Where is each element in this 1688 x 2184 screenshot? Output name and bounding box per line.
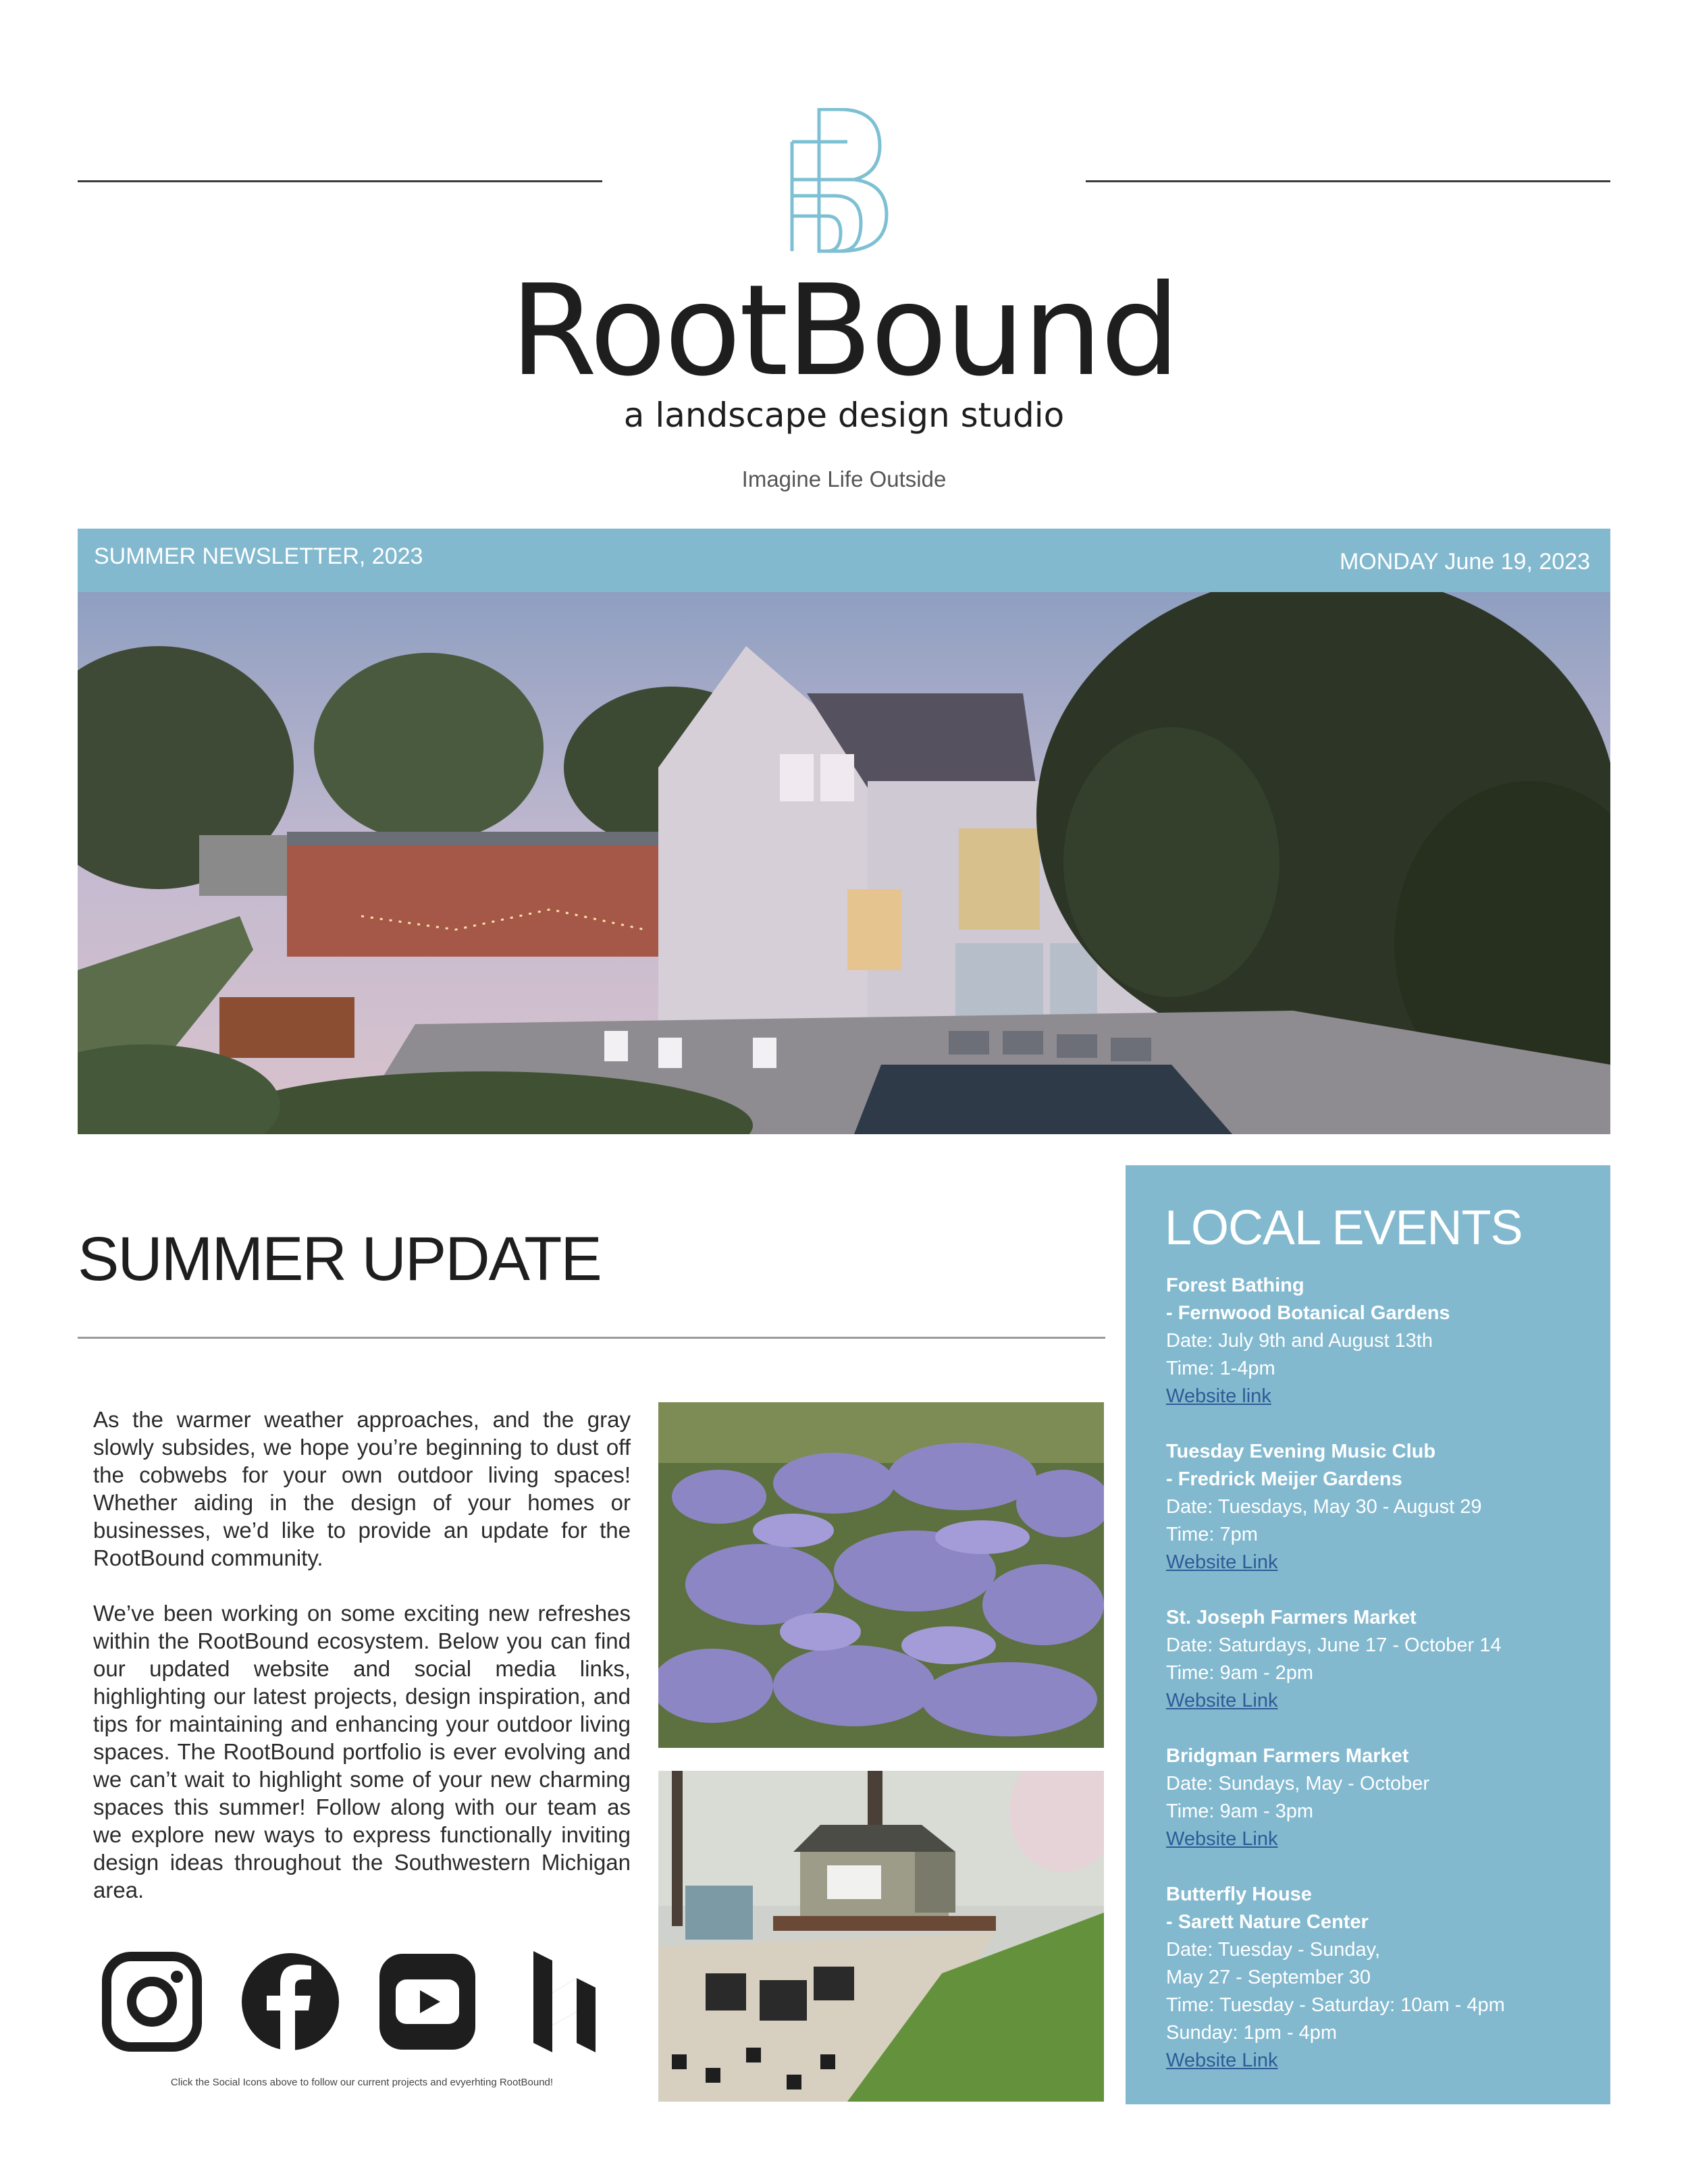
summer-update-title: SUMMER UPDATE xyxy=(78,1225,601,1294)
newsletter-banner xyxy=(78,529,1610,592)
event-date-range: May 27 - September 30 xyxy=(1166,1967,1371,1988)
event-time-sunday: Sunday: 1pm - 4pm xyxy=(1166,2022,1338,2044)
event-music-club xyxy=(1166,1438,1598,1576)
local-events-panel xyxy=(1126,1165,1610,2104)
event-name: St. Joseph Farmers Market xyxy=(1166,1607,1417,1628)
rootbound-b-logo-icon xyxy=(787,108,895,253)
event-date: Date: Tuesday - Sunday, xyxy=(1166,1939,1381,1961)
event-time: Time: 7pm xyxy=(1166,1524,1258,1545)
summer-update-paragraph-2: We’ve been working on some exciting new refreshes within the RootBound ecosystem. Below you can find our updated website and social media links, highlighting our latest projects, design inspiration, and tips for maintaining and enhancing your outdoor living spaces. The RootBound portfolio is ever evolving and we can’t wait to highlight some of your new charming spaces this summer! Follow along with our team as we explore new ways to express functionally inviting design ideas throughout the Southwestern Michigan area. xyxy=(93,1601,631,1902)
catmint-garden-photo xyxy=(658,1402,1104,1748)
event-time: Time: 9am - 3pm xyxy=(1166,1801,1314,1822)
event-butterfly-house xyxy=(1166,1881,1598,2075)
event-time: Time: Tuesday - Saturday: 10am - 4pm xyxy=(1166,1994,1505,2016)
event-website-link[interactable]: Website Link xyxy=(1166,2050,1278,2071)
instagram-icon[interactable] xyxy=(101,1951,203,2052)
event-st-joseph-market xyxy=(1166,1604,1598,1715)
event-venue: - Fredrick Meijer Gardens xyxy=(1166,1468,1402,1490)
event-website-link[interactable]: Website Link xyxy=(1166,1690,1278,1711)
event-website-link[interactable]: Website Link xyxy=(1166,1828,1278,1850)
brand-subtitle: a landscape design studio xyxy=(623,396,1065,435)
event-name: Tuesday Evening Music Club xyxy=(1166,1441,1436,1462)
event-date: Date: July 9th and August 13th xyxy=(1166,1330,1433,1352)
event-website-link[interactable]: Website link xyxy=(1166,1385,1271,1407)
social-caption: Click the Social Icons above to follow our current projects and evyerhting RootBound! xyxy=(170,2077,554,2088)
event-forest-bathing xyxy=(1166,1272,1598,1410)
backyard-patio-photo xyxy=(658,1771,1104,2102)
event-website-link[interactable]: Website Link xyxy=(1166,1551,1278,1573)
local-events-title: LOCAL EVENTS xyxy=(1165,1201,1523,1255)
event-date: Date: Saturdays, June 17 - October 14 xyxy=(1166,1634,1502,1656)
event-time: Time: 1-4pm xyxy=(1166,1358,1275,1379)
event-bridgman-market xyxy=(1166,1742,1598,1853)
event-name: Forest Bathing xyxy=(1166,1275,1304,1296)
event-date: Date: Sundays, May - October xyxy=(1166,1773,1430,1794)
newsletter-date: MONDAY June 19, 2023 xyxy=(1339,549,1590,575)
newsletter-edition: SUMMER NEWSLETTER, 2023 xyxy=(94,543,423,569)
event-venue: - Fernwood Botanical Gardens xyxy=(1166,1302,1450,1324)
youtube-icon[interactable] xyxy=(377,1951,478,2052)
event-venue: - Sarett Nature Center xyxy=(1166,1911,1369,1933)
houzz-icon[interactable] xyxy=(513,1951,614,2052)
hero-house-photo xyxy=(78,592,1610,1134)
event-date: Date: Tuesdays, May 30 - August 29 xyxy=(1166,1496,1482,1518)
summer-update-divider xyxy=(78,1337,1105,1339)
brand-name: RootBound xyxy=(510,257,1178,404)
summer-update-paragraph-1: As the warmer weather approaches, and the gray slowly subsides, we hope you’re beginning to dust off the cobwebs for your own outdoor living spaces! Whether aiding in the design of your homes or businesses, we’d like to provide an update for the RootBound community. xyxy=(93,1407,631,1570)
event-name: Butterfly House xyxy=(1166,1884,1312,1905)
facebook-icon[interactable] xyxy=(240,1951,341,2052)
event-time: Time: 9am - 2pm xyxy=(1166,1662,1314,1684)
header-rule-right xyxy=(1086,180,1610,182)
header-rule-left xyxy=(78,180,602,182)
event-name: Bridgman Farmers Market xyxy=(1166,1745,1409,1767)
tagline: Imagine Life Outside xyxy=(741,467,947,491)
